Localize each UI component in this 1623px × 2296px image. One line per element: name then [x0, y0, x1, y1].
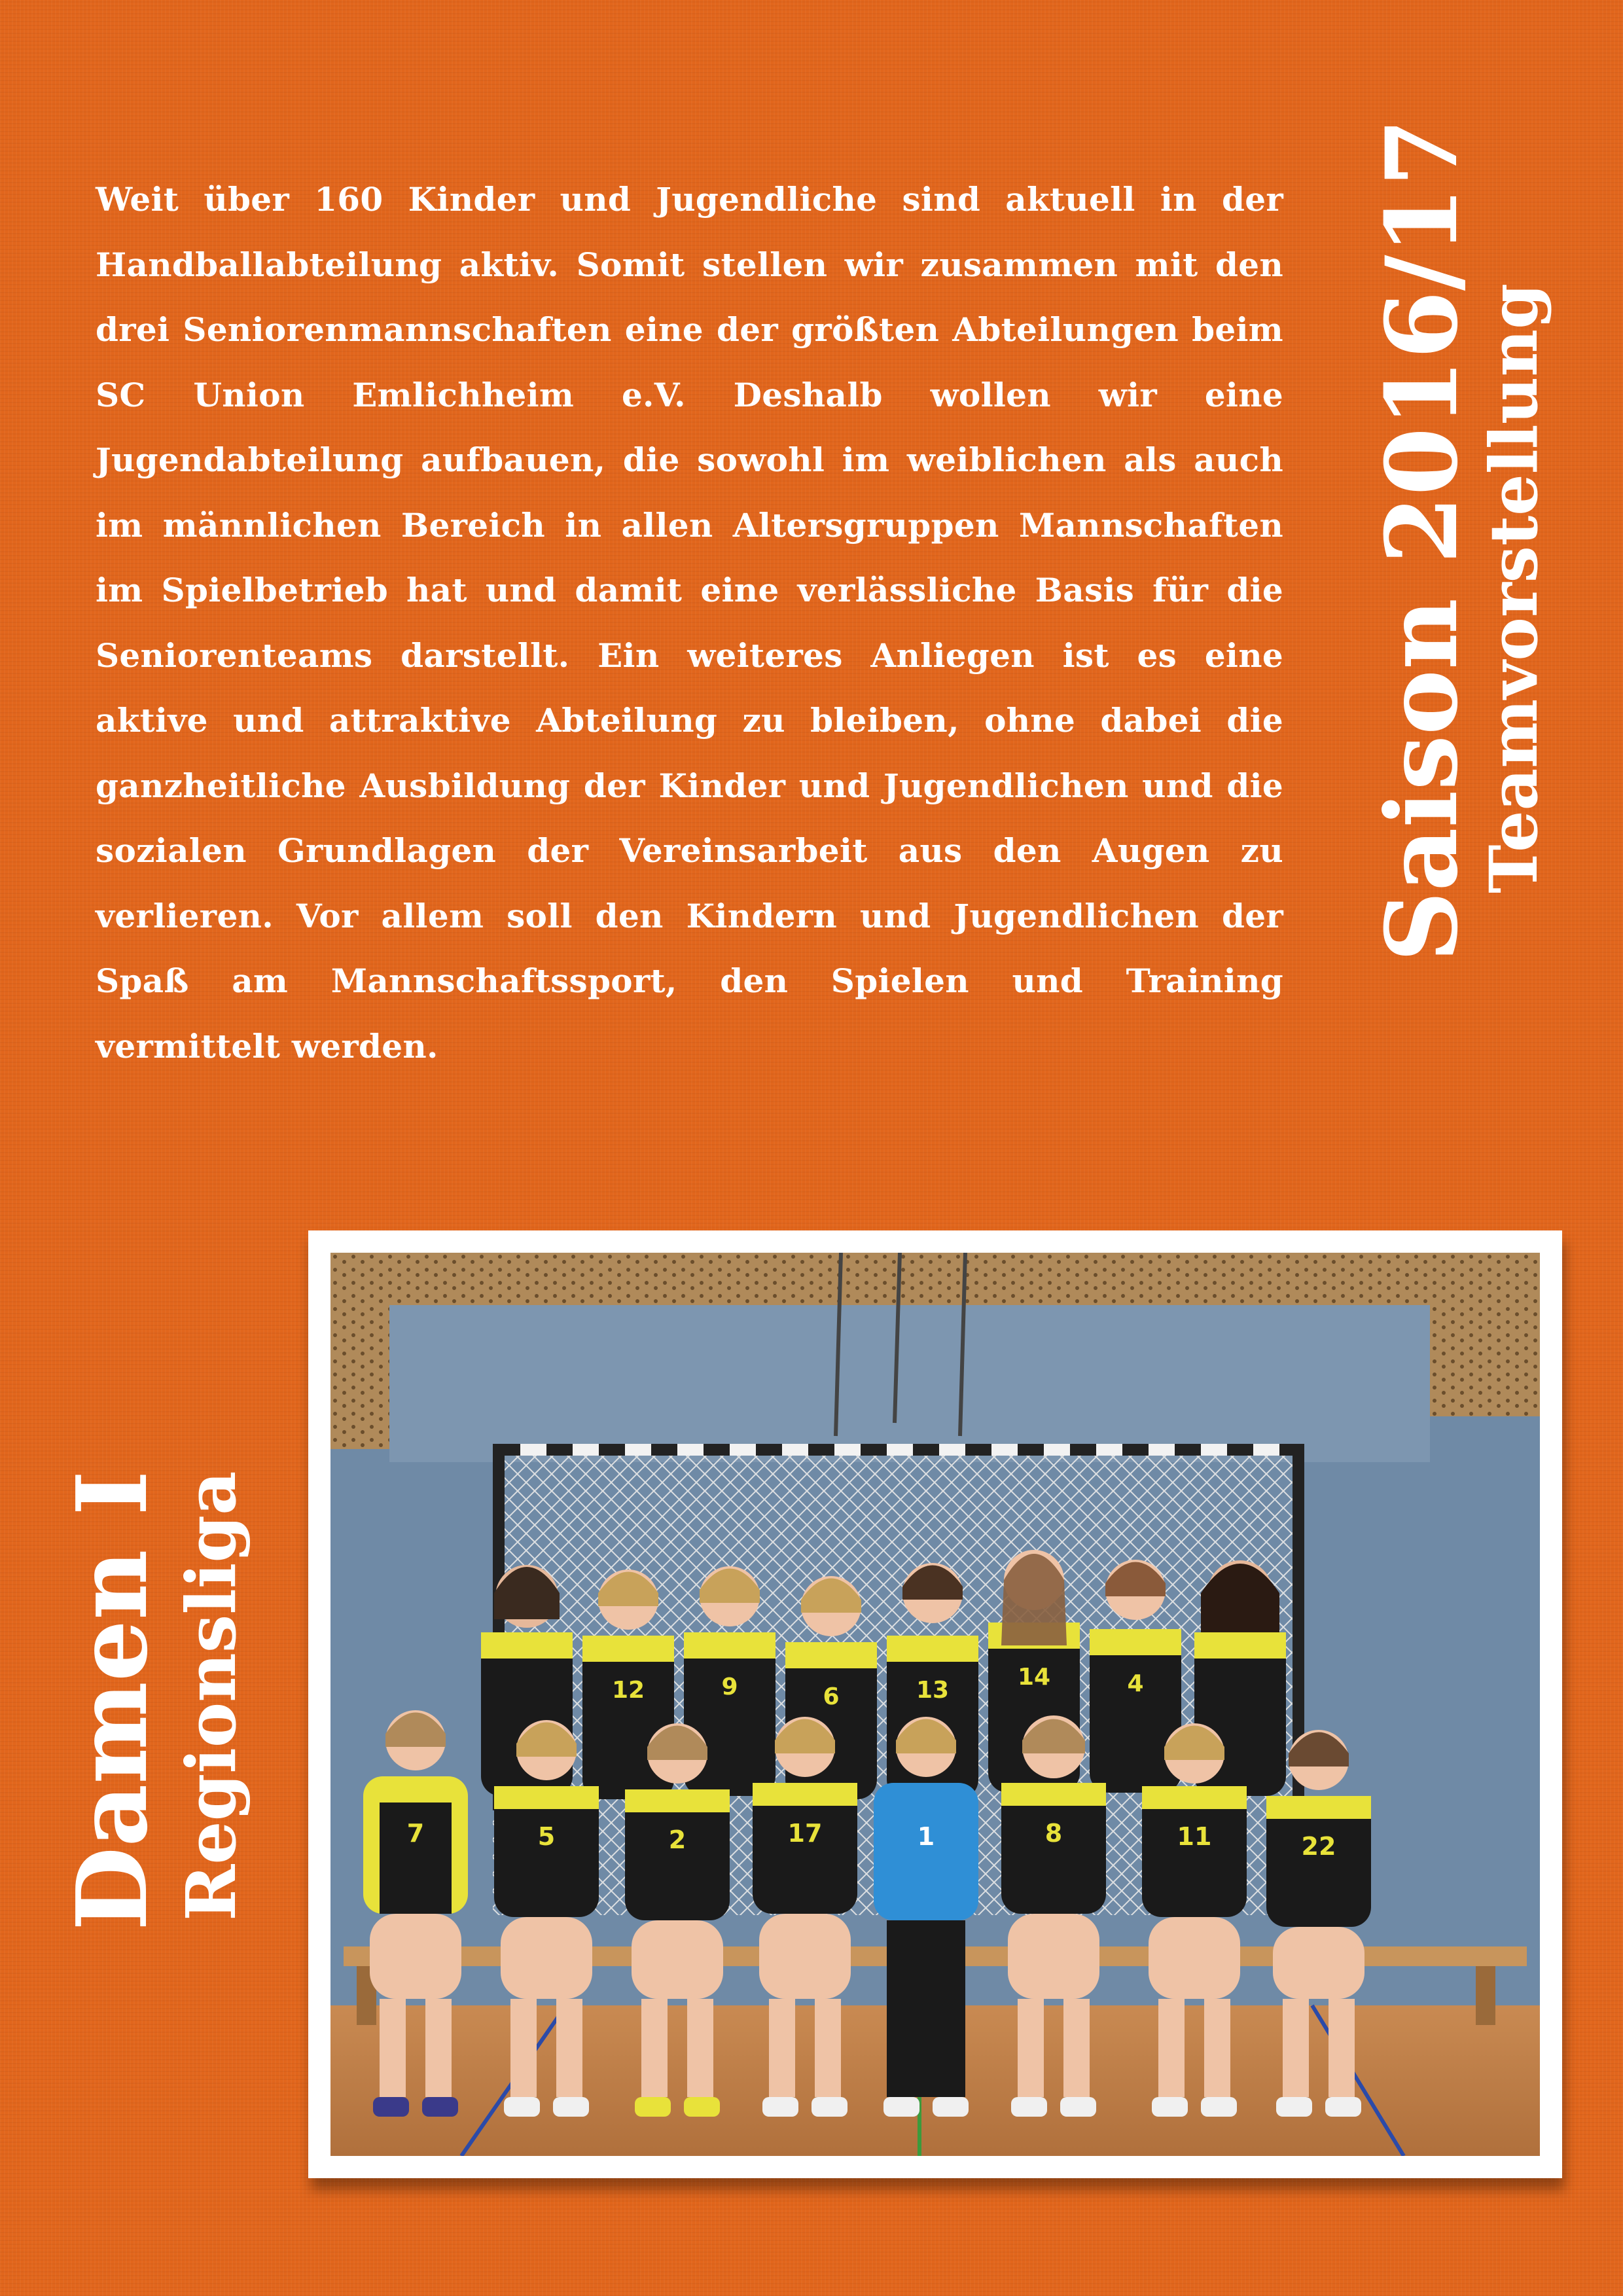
team-photo-frame [308, 1230, 1562, 2178]
jersey-number: 6 [823, 1683, 840, 1710]
team-photo [330, 1253, 1540, 2156]
jersey-number: 5 [537, 1822, 556, 1851]
team-league: Regionsliga [171, 1471, 251, 1921]
jersey-number: 17 [787, 1819, 823, 1848]
season-subtitle: Teamvorstellung [1475, 283, 1552, 893]
intro-paragraph: Weit über 160 Kinder und Jugendliche sind aktuell in der Handballabteilung aktiv. Somit stellen wir zusammen mit den drei Seniorenmannschaften eine der größten Abteilungen beim SC Union Emlichheim e.V. Deshalb wollen wir eine Jugendabteilung aufbauen, die sowohl im weiblichen als auch im männlichen Bereich in allen Altersgruppen Mannschaften im Spielbetrieb hat und damit eine verlässliche Basis für die Seniorenteams darstellt. Ein weiteres Anliegen ist es eine aktive und attraktive Abteilung zu bleiben, ohne dabei die ganzheitliche Ausbildung der Kinder und Jugendlichen und die sozialen Grundlagen der Vereinsarbeit aus den Augen zu verlieren. Vor allem soll den Kindern und Jugendlichen der Spaß am Mannschaftssport, den Spielen und Training vermittelt werden. [96, 180, 1283, 1066]
season-title: Saison 2016/17 [1364, 118, 1480, 962]
jersey-number: 12 [611, 1677, 645, 1704]
jersey-number: 1 [917, 1822, 935, 1851]
jersey-number: 11 [1177, 1822, 1212, 1851]
team-name: Damen I [55, 1470, 169, 1931]
jersey-number: 22 [1301, 1832, 1336, 1861]
jersey-number: 4 [1127, 1670, 1144, 1697]
jersey-number: 14 [1017, 1664, 1051, 1691]
jersey-number: 9 [721, 1674, 738, 1700]
jersey-number: 8 [1044, 1819, 1063, 1848]
jersey-number: 13 [916, 1677, 950, 1704]
jersey-number: 2 [668, 1825, 687, 1854]
jersey-number: 7 [406, 1819, 425, 1848]
